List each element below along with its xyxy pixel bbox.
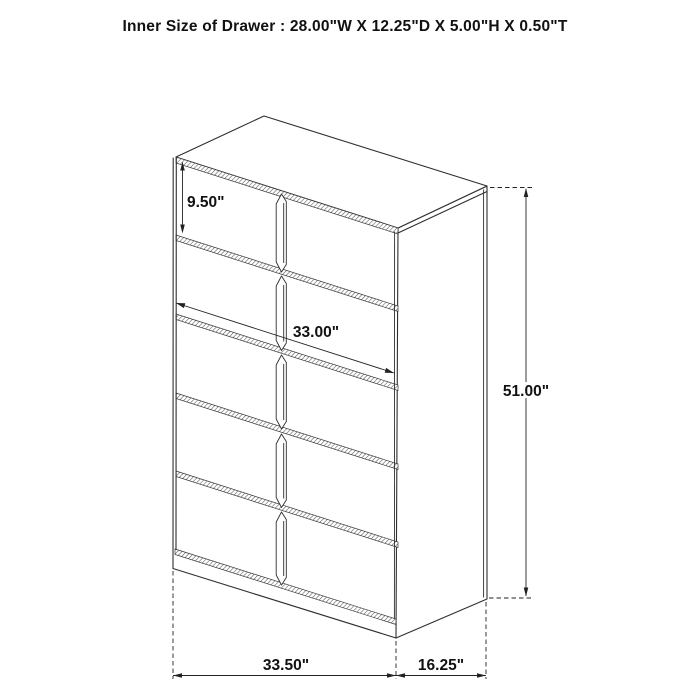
arrowhead-left [396, 673, 405, 678]
drawer-pull-groove [276, 355, 286, 429]
overall-height-label: 51.00" [502, 383, 550, 400]
base-depth-label: 16.25" [417, 657, 465, 674]
drawer-grooves [276, 194, 286, 585]
top-drawer-height-label: 9.50" [187, 194, 225, 211]
drawer-pull-groove [276, 434, 286, 508]
arrowhead-right [477, 673, 486, 678]
drawer-pull-groove [276, 194, 286, 272]
arrowhead-right [387, 673, 396, 678]
drawer-pull-groove [276, 276, 286, 351]
arrowhead-up [524, 188, 529, 197]
arrowhead-left [173, 673, 182, 678]
front-width-label: 33.00" [292, 324, 340, 341]
drawer-pull-groove [276, 512, 286, 585]
arrowhead-down [524, 588, 529, 597]
page-title: Inner Size of Drawer : 28.00"W X 12.25"D X 5.00"H X 0.50"T [122, 18, 568, 35]
base-width-label: 33.50" [262, 657, 310, 674]
chest-side-face [396, 186, 487, 638]
dimension-overall-height [489, 188, 554, 599]
